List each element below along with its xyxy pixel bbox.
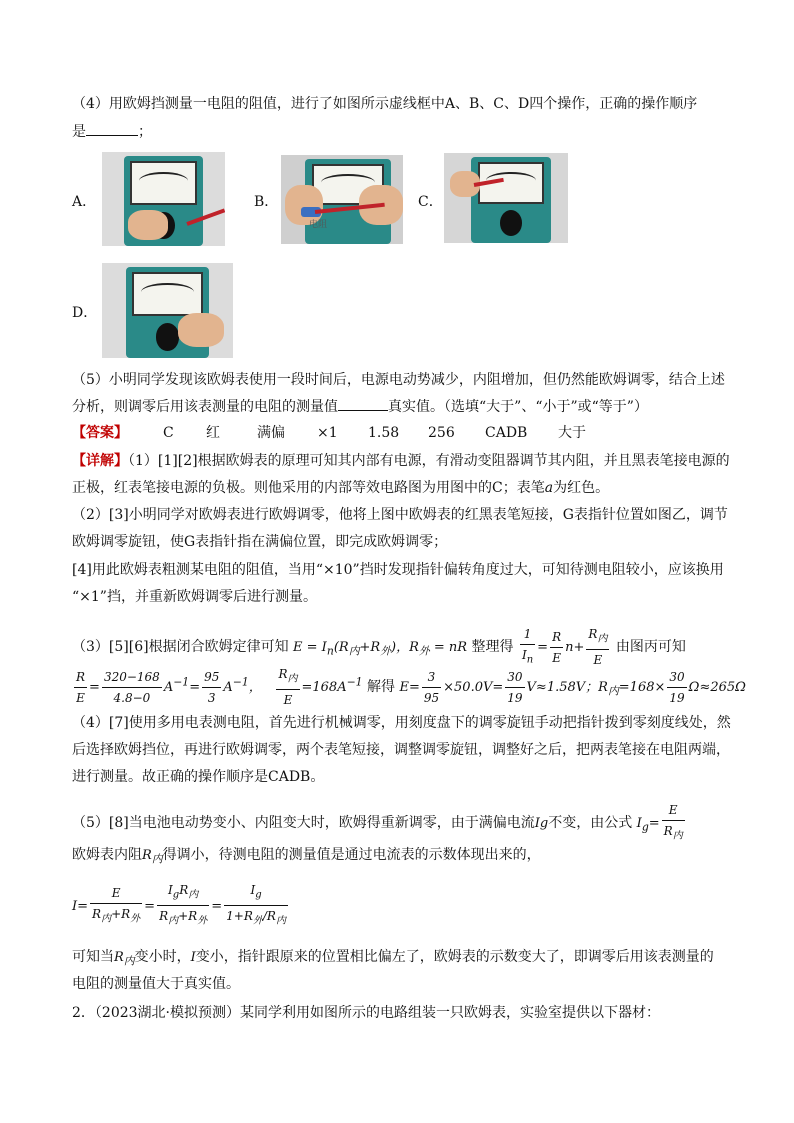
- answer-blank[interactable]: [86, 121, 138, 136]
- answer-item: 大于: [558, 425, 586, 441]
- q5-line2-suffix: 真实值。（选填“大于”、“小于”或“等于”）: [388, 399, 648, 415]
- option-c-label: C．: [418, 194, 443, 210]
- answer-item: 256: [428, 425, 455, 441]
- answer-item: 1.58: [368, 425, 400, 441]
- answer-label: 【答案】: [72, 425, 128, 441]
- answer-item: CADB: [485, 425, 528, 441]
- detail-text: （3）[5][6]根据闭合欧姆定律可知: [72, 639, 289, 656]
- option-d-label: D．: [72, 305, 98, 321]
- answer-item: 红: [206, 425, 220, 441]
- question-2: 2．（2023湖北·模拟预测）某同学利用如图所示的电路组装一只欧姆表，实验室提供以下器材：: [72, 1005, 660, 1021]
- q4-line1: （4）用欧姆挡测量一电阻的阻值，进行了如图所示虚线框中A、B、C、D四个操作，正确的操作顺序: [72, 96, 698, 112]
- answer-item: ×1: [317, 425, 338, 441]
- detail-p6c: 进行测量。故正确的操作顺序是CADB。: [72, 769, 325, 785]
- option-b-label: B．: [254, 194, 279, 210]
- photo-c-multimeter: [444, 153, 568, 243]
- photo-b-multimeter: [281, 155, 403, 244]
- detail-p3a: [4]用此欧姆表粗测某电阻的阻值，当用“×10”挡时发现指针偏转角度过大，可知待测电阻较小，应该换用: [72, 562, 724, 578]
- answer-row: [72, 423, 586, 443]
- q4-line2: [72, 121, 152, 142]
- detail-text: （1）[1][2]根据欧姆表的原理可知其内部有电源，有滑动变阻器调节其内阻，并且黑表笔接电源的: [128, 453, 730, 469]
- detail-text: 解得: [367, 679, 396, 696]
- detail-p4: （3）[5][6]根据闭合欧姆定律可知 $E = I_n(R_内+R_外)$，$R_外$ = nR 整理得 $\frac{1}{I_n}$ = $\frac{R}{E}$ n+ $\frac{R_内}{E}$ 由图丙可知: [72, 624, 686, 664]
- detail-text: 可知当: [72, 949, 114, 965]
- q4-line2-prefix: 是: [72, 124, 86, 140]
- detail-text: 正极，红表笔接电源的负极。则他采用的内部等效电路图为用图中的C；表笔: [72, 480, 545, 496]
- var-a: a: [544, 480, 554, 496]
- detail-p5-formula: $\frac{R}{E}$ = $\frac{320-168}{4.8-0}$ $A^{-1}=$ $\frac{95}{3}$ $A^{-1}$， $\frac{R_内}{E}$ $=168A^{-1}$ 解得 E= $\frac{3}{95}$ ×50.0V= $\frac{30}{19}$ V≈1.58V；$R_内=168\times$ $\frac{30}{19}$ Ω≈265Ω: [72, 664, 746, 704]
- answer-item: 满偏: [257, 425, 285, 441]
- detail-text: 为红色。: [553, 480, 610, 496]
- detail-p1b: [72, 478, 609, 498]
- q5-line2: [72, 396, 648, 417]
- detail-text: （5）[8]当电池电动势变小、内阻变大时，欧姆得重新调零，由于满偏电流: [72, 815, 535, 832]
- formula-frac: $\frac{1}{I_n}$: [520, 624, 535, 670]
- detail-text: 变小，指针跟原来的位置相比偏左了，欧姆表的示数变大了，即调零后用该表测量的: [195, 949, 714, 965]
- detail-text: 整理得: [471, 639, 514, 656]
- detail-text: 欧姆表内阻: [72, 847, 142, 863]
- photo-b-text: 电阻: [309, 220, 328, 230]
- detail-p8: 欧姆表内阻$R_内$得调小，待测电阻的测量值是通过电流表的示数体现出来的，: [72, 847, 541, 866]
- detail-p9a: 可知当$R_内$变小时，I变小，指针跟原来的位置相比偏左了，欧姆表的示数变大了，即调零后用该表测量的: [72, 949, 714, 968]
- option-a-label: A．: [72, 194, 97, 210]
- detail-formula-current: I= $\frac{E}{R_内+R_外}$ = $\frac{I_gR_内}{R_内+R_外}$ = $\frac{I_g}{1+R_外/R_内}$: [72, 880, 290, 930]
- q5-line1: （5）小明同学发现该欧姆表使用一段时间后，电源电动势减少，内阻增加，但仍然能欧姆调零，结合上述: [72, 372, 725, 388]
- detail-p6b: 后选择欧姆挡位，再进行欧姆调零，两个表笔短接，调整调零旋钮，调整好之后，把两表笔接在电阻两端，: [72, 742, 730, 758]
- detail-p2b: 欧姆调零旋钮，使G表指针指在满偏位置，即完成欧姆调零；: [72, 534, 448, 550]
- photo-d-multimeter: [102, 263, 233, 358]
- detail-p9b: 电阻的测量值大于真实值。: [72, 976, 240, 992]
- detail-text: 得调小，待测电阻的测量值是通过电流表的示数体现出来的，: [162, 847, 541, 863]
- photo-a-multimeter: [102, 152, 225, 246]
- q5-line2-prefix: 分析，则调零后用该表测量的电阻的测量值: [72, 399, 338, 415]
- detail-p2a: （2）[3]小明同学对欧姆表进行欧姆调零，他将上图中欧姆表的红黑表笔短接，G表指针位置如图乙，调节: [72, 507, 728, 523]
- q4-line2-suffix: ；: [138, 124, 152, 140]
- detail-text: 不变，由公式: [548, 815, 633, 832]
- answer-item: C: [163, 425, 174, 441]
- detail-label: 【详解】: [72, 453, 128, 469]
- detail-text: 变小时，: [134, 949, 191, 965]
- answer-blank-2[interactable]: [338, 396, 388, 411]
- detail-p1a: [72, 451, 730, 471]
- detail-p6a: （4）[7]使用多用电表测电阻，首先进行机械调零，用刻度盘下的调零旋钮手动把指针拨到零刻度线处，然: [72, 715, 731, 731]
- detail-p7: （5）[8]当电池电动势变小、内阻变大时，欧姆得重新调零，由于满偏电流Ig不变，由公式 $I_g=$ $\frac{E}{R_内}$: [72, 800, 687, 836]
- detail-text: 由图丙可知: [615, 639, 686, 656]
- formula-ohm-law: $E = I_n(R_内+R_外)$，$R_外$ = nR: [293, 640, 468, 658]
- detail-p3b: “×1”挡，并重新欧姆调零后进行测量。: [72, 589, 317, 605]
